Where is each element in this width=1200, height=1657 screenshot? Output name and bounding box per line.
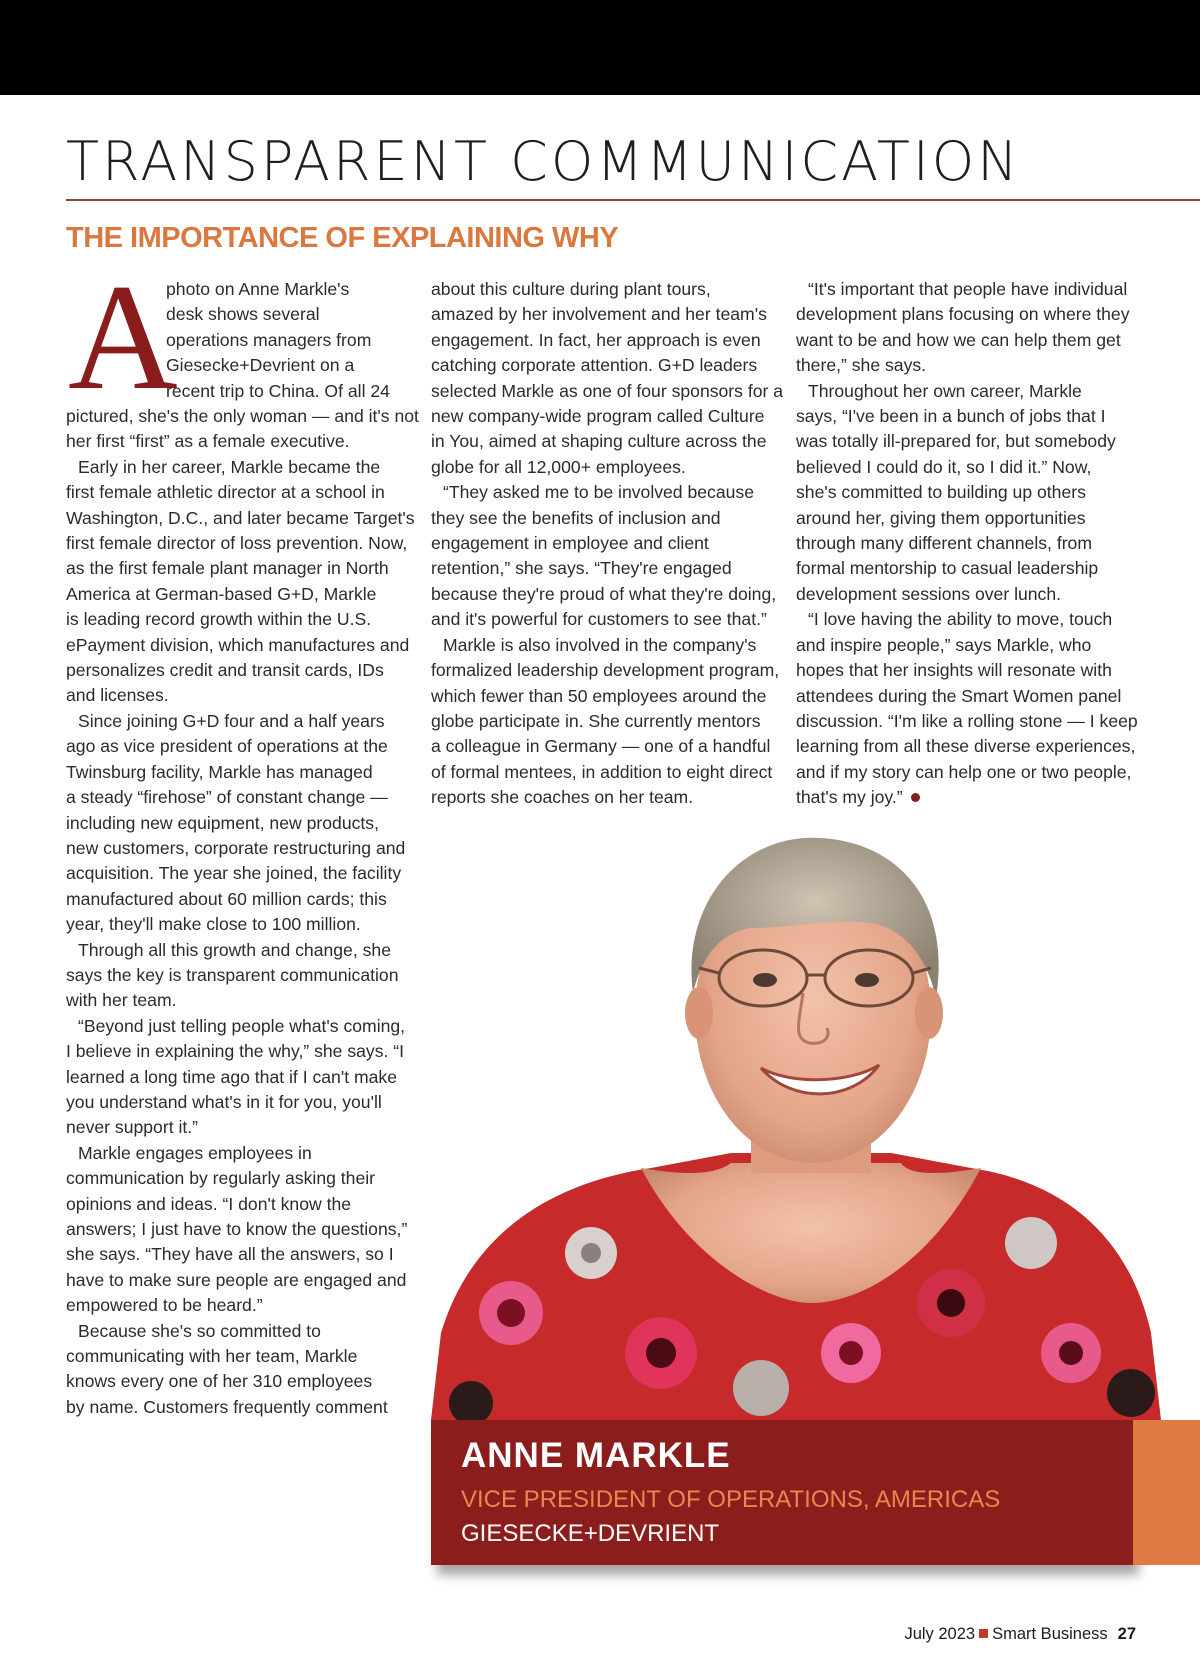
- text-line: you understand what's in it for you, you'll: [66, 1091, 382, 1112]
- text-line: formalized leadership development program,: [431, 660, 780, 681]
- page-footer: [904, 1625, 1136, 1644]
- publication-name: Smart Business: [992, 1625, 1108, 1643]
- text-line: formal mentorship to casual leadership: [796, 558, 1099, 579]
- text-line: that's my joy.”: [796, 785, 1136, 810]
- text-line: never support it.”: [66, 1117, 199, 1138]
- text-line: communicating with her team, Markle: [66, 1346, 358, 1367]
- text-line: ePayment division, which manufactures and: [66, 634, 410, 655]
- text-line: Markle is also involved in the company's: [443, 634, 757, 655]
- text-line: and licenses.: [66, 685, 169, 706]
- text-line: first female athletic director at a school in: [66, 482, 385, 503]
- text-line: hopes that her insights will resonate with: [796, 660, 1112, 681]
- caption-box: [431, 1420, 1133, 1565]
- text-line: globe participate in. She currently mentors: [431, 710, 761, 731]
- text-line: says, “I've been in a bunch of jobs that I: [796, 406, 1106, 427]
- article-column-3: [796, 277, 1136, 811]
- text-line: was totally ill-prepared for, but somebody: [796, 431, 1116, 452]
- text-line: ago as vice president of operations at the: [66, 736, 388, 757]
- text-line: her first “first” as a female executive.: [66, 431, 350, 452]
- text-line: “They asked me to be involved because: [443, 482, 755, 503]
- text-line: “It's important that people have individual: [808, 279, 1128, 299]
- text-line: development sessions over lunch.: [796, 583, 1062, 604]
- text-line: she says. “They have all the answers, so I: [66, 1244, 394, 1265]
- text-line: because they're proud of what they're doing,: [431, 583, 777, 604]
- text-line: she's committed to building up others: [796, 482, 1086, 503]
- text-line: Early in her career, Markle became the: [78, 456, 381, 477]
- column-3-body: [796, 277, 1136, 811]
- text-line: knows every one of her 310 employees: [66, 1371, 373, 1392]
- text-line: is leading record growth within the U.S.: [66, 609, 372, 630]
- text-line: year, they'll make close to 100 million.: [66, 914, 361, 935]
- text-line: and it's powerful for customers to see that.”: [431, 609, 767, 630]
- text-line: discussion. “I'm like a rolling stone — I keep: [796, 710, 1138, 731]
- title-divider: [66, 199, 1200, 201]
- text-line: believed I could do it, so I did it.” Now,: [796, 456, 1092, 477]
- text-line: retention,” she says. “They're engaged: [431, 558, 732, 579]
- text-line: acquisition. The year she joined, the facility: [66, 863, 402, 884]
- text-line: globe for all 12,000+ employees.: [431, 456, 686, 477]
- text-line: they see the benefits of inclusion and: [431, 507, 721, 528]
- text-line: personalizes credit and transit cards, IDs: [66, 660, 384, 681]
- end-mark-icon: [911, 793, 920, 802]
- text-line: Because she's so committed to: [78, 1320, 321, 1341]
- text-line: attendees during the Smart Women panel: [796, 685, 1122, 706]
- text-line: development plans focusing on where they: [796, 304, 1130, 325]
- text-line: first female director of loss prevention. Now,: [66, 533, 408, 554]
- text-line: have to make sure people are engaged and: [66, 1269, 407, 1290]
- text-line: around her, giving them opportunities: [796, 507, 1086, 528]
- text-line: manufactured about 60 million cards; this: [66, 888, 387, 909]
- text-line: new customers, corporate restructuring and: [66, 837, 406, 858]
- text-line: engagement. In fact, her approach is even: [431, 329, 761, 350]
- text-line: catching corporate attention. G+D leaders: [431, 355, 758, 376]
- text-line: with her team.: [66, 990, 177, 1011]
- text-line: there,” she says.: [796, 355, 927, 376]
- section-title: TRANSPARENT COMMUNICATION: [66, 130, 1021, 193]
- text-line: learned a long time ago that if I can't make: [66, 1066, 397, 1087]
- text-line: through many different channels, from: [796, 533, 1093, 554]
- text-line: communication by regularly asking their: [66, 1168, 376, 1189]
- text-line: empowered to be heard.”: [66, 1295, 263, 1316]
- text-line: Through all this growth and change, she: [78, 939, 391, 960]
- column-2-body: [431, 277, 784, 811]
- square-separator-icon: [979, 1629, 988, 1638]
- text-line: operations managers from: [166, 329, 372, 350]
- text-line: Washington, D.C., and later became Target's: [66, 507, 415, 528]
- person-company: GIESECKE+DEVRIENT: [461, 1520, 720, 1547]
- text-line: photo on Anne Markle's: [166, 279, 350, 299]
- text-line: I believe in explaining the why,” she says. “I: [66, 1041, 405, 1062]
- text-line: recent trip to China. Of all 24: [166, 380, 390, 401]
- text-line: and if my story can help one or two people,: [796, 761, 1132, 782]
- text-line: a steady “firehose” of constant change —: [66, 787, 388, 808]
- text-line: of formal mentees, in addition to eight direct: [431, 761, 773, 782]
- page-number: 27: [1117, 1625, 1136, 1643]
- dropcap-lines: [166, 277, 390, 404]
- text-line: by name. Customers frequently comment: [66, 1396, 388, 1417]
- text-line: selected Markle as one of four sponsors for a: [431, 380, 784, 401]
- text-line: learning from all these diverse experiences,: [796, 736, 1136, 757]
- article-column-2: [431, 277, 784, 811]
- caption-accent-bar: [1133, 1420, 1200, 1565]
- text-line: Markle engages employees in: [78, 1142, 312, 1163]
- text-line: and inspire people,” says Markle, who: [796, 634, 1092, 655]
- issue-date: July 2023: [904, 1625, 976, 1643]
- portrait-photo: [431, 833, 1200, 1420]
- article-subhead: THE IMPORTANCE OF EXPLAINING WHY: [66, 222, 619, 254]
- text-line: new company-wide program called Culture: [431, 406, 765, 427]
- text-line: about this culture during plant tours,: [431, 279, 711, 299]
- text-line: “Beyond just telling people what's coming,: [78, 1015, 406, 1036]
- text-line: opinions and ideas. “I don't know the: [66, 1193, 352, 1214]
- person-title: VICE PRESIDENT OF OPERATIONS, AMERICAS: [461, 1486, 1001, 1513]
- person-name: ANNE MARKLE: [461, 1436, 731, 1475]
- text-line: as the first female plant manager in North: [66, 558, 389, 579]
- text-line: Twinsburg facility, Markle has managed: [66, 761, 373, 782]
- text-line: which fewer than 50 employees around the: [431, 685, 767, 706]
- text-line: reports she coaches on her team.: [431, 787, 694, 808]
- text-line: engagement in employee and client: [431, 533, 709, 554]
- text-line: in You, aimed at shaping culture across the: [431, 431, 767, 452]
- text-line: Giesecke+Devrient on a: [166, 355, 355, 376]
- text-line: pictured, she's the only woman — and it's not: [66, 406, 419, 426]
- text-line: desk shows several: [166, 304, 320, 325]
- text-line: including new equipment, new products,: [66, 812, 379, 833]
- text-line: Since joining G+D four and a half years: [78, 710, 385, 731]
- top-black-bar: [0, 0, 1200, 95]
- article-column-1: [66, 253, 419, 1420]
- column-1-body: [66, 404, 419, 1420]
- text-line: America at German-based G+D, Markle: [66, 583, 377, 604]
- text-line: says the key is transparent communication: [66, 964, 399, 985]
- text-line: a colleague in Germany — one of a handful: [431, 736, 771, 757]
- text-line: amazed by her involvement and her team's: [431, 304, 767, 325]
- text-line: “I love having the ability to move, touch: [808, 609, 1113, 630]
- text-line: answers; I just have to know the questions,”: [66, 1219, 408, 1239]
- text-line: Throughout her own career, Markle: [808, 380, 1082, 401]
- text-line: want to be and how we can help them get: [796, 329, 1121, 350]
- drop-cap: A: [68, 253, 178, 421]
